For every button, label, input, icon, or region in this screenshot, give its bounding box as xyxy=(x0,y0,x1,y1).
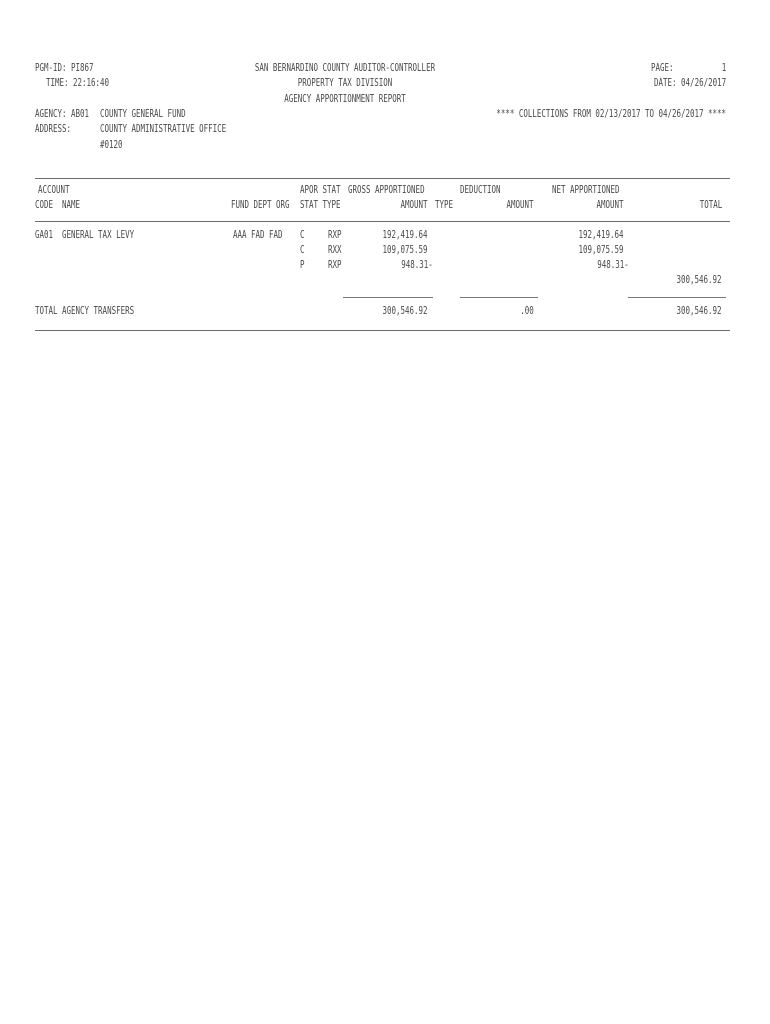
row-gross-amount: 192,419.64 xyxy=(382,229,428,241)
deduction-total-underline xyxy=(460,297,538,298)
column-stat-type: STAT TYPE xyxy=(300,199,341,211)
row-type: RXP xyxy=(328,259,342,271)
row-type: RXP xyxy=(328,229,342,241)
column-gross-amount: AMOUNT xyxy=(400,199,428,211)
row-stat: C xyxy=(300,244,305,256)
account-code-name: GA01 GENERAL TAX LEVY xyxy=(35,229,135,241)
page-number: 1 xyxy=(721,62,726,74)
gross-total-underline xyxy=(343,297,433,298)
header-top-rule xyxy=(35,178,730,179)
total-amount: 300,546.92 xyxy=(676,305,722,317)
row-stat: C xyxy=(300,229,305,241)
column-code-name: CODE NAME xyxy=(35,199,81,211)
organization-name: SAN BERNARDINO COUNTY AUDITOR-CONTROLLER xyxy=(254,62,436,74)
row-net-amount: 192,419.64 xyxy=(578,229,624,241)
row-net-amount: 109,075.59 xyxy=(578,244,624,256)
row-type: RXX xyxy=(328,244,342,256)
column-fund-dept-org: FUND DEPT ORG xyxy=(231,199,290,211)
column-deduction: DEDUCTION xyxy=(460,184,501,196)
address-label: ADDRESS: xyxy=(35,123,72,135)
agency-code: AGENCY: AB01 xyxy=(35,108,90,120)
collections-range: **** COLLECTIONS FROM 02/13/2017 TO 04/26/2017 **** xyxy=(496,108,726,120)
program-id: PGM-ID: PI867 xyxy=(35,62,94,74)
total-deduction-amount: .00 xyxy=(520,305,534,317)
row-gross-amount: 948.31- xyxy=(401,259,433,271)
column-net-amount: AMOUNT xyxy=(596,199,624,211)
row-gross-amount: 109,075.59 xyxy=(382,244,428,256)
account-fund-dept-org: AAA FAD FAD xyxy=(233,229,283,241)
column-type: TYPE xyxy=(435,199,454,211)
column-deduction-amount: AMOUNT xyxy=(506,199,534,211)
column-total: TOTAL xyxy=(699,199,722,211)
division-name: PROPERTY TAX DIVISION xyxy=(297,77,393,89)
report-bottom-rule xyxy=(35,330,730,331)
report-time: TIME: 22:16:40 xyxy=(46,77,110,89)
page-label: PAGE: xyxy=(651,62,674,74)
row-stat: P xyxy=(300,259,305,271)
column-net-apportioned: NET APPORTIONED xyxy=(552,184,620,196)
report-date: DATE: 04/26/2017 xyxy=(653,77,726,89)
row-net-amount: 948.31- xyxy=(597,259,629,271)
grand-total-underline xyxy=(628,297,726,298)
column-gross-apportioned: GROSS APPORTIONED xyxy=(348,184,425,196)
column-account: ACCOUNT xyxy=(38,184,70,196)
report-title: AGENCY APPORTIONMENT REPORT xyxy=(284,93,406,105)
total-agency-transfers-label: TOTAL AGENCY TRANSFERS xyxy=(35,305,135,317)
account-subtotal: 300,546.92 xyxy=(676,274,722,286)
address-line-1: COUNTY ADMINISTRATIVE OFFICE xyxy=(100,123,227,135)
total-gross-amount: 300,546.92 xyxy=(382,305,428,317)
header-bottom-rule xyxy=(35,221,730,222)
address-line-2: #0120 xyxy=(100,139,123,151)
agency-name: COUNTY GENERAL FUND xyxy=(100,108,186,120)
column-apor-stat: APOR STAT xyxy=(300,184,341,196)
